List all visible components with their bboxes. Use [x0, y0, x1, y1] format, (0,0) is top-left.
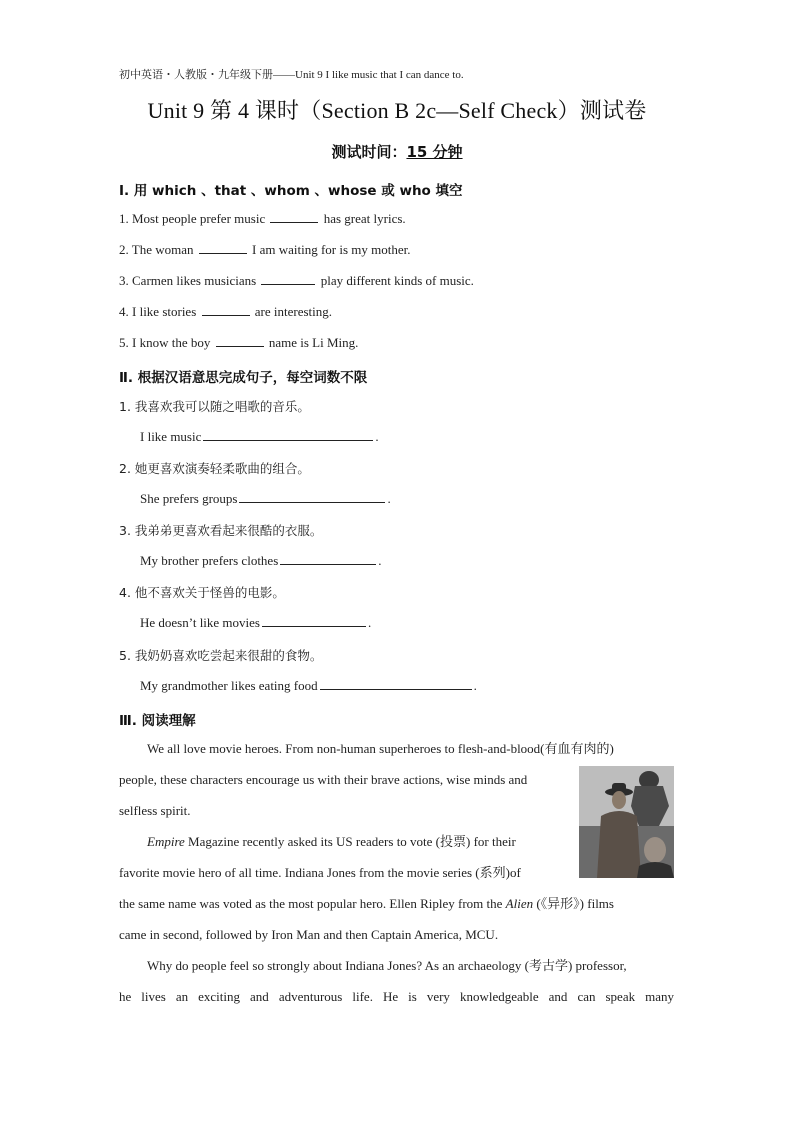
- answer-blank[interactable]: [262, 614, 366, 627]
- paragraph-3: [119, 950, 674, 981]
- passage-text: people, these characters encourage us with their brave actions, wise minds and: [119, 772, 528, 787]
- section-1-item: [119, 303, 332, 320]
- item-text: name is Li Ming.: [268, 335, 359, 350]
- answer-blank[interactable]: [216, 334, 264, 347]
- test-duration: [0, 141, 794, 162]
- item-text: 2. The woman: [119, 242, 194, 257]
- item-text: .: [375, 429, 379, 444]
- item-text: My brother prefers clothes: [140, 553, 279, 568]
- section-1-item: [119, 272, 474, 289]
- section-2-answer-line: [140, 490, 391, 507]
- item-text: are interesting.: [254, 304, 333, 319]
- item-text: 3. Carmen likes musicians: [119, 273, 257, 288]
- film-name: Alien: [505, 896, 534, 911]
- item-text: .: [387, 491, 391, 506]
- answer-blank[interactable]: [320, 677, 472, 690]
- passage-text: selfless spirit.: [119, 803, 191, 818]
- duration-value: 15 分钟: [406, 143, 463, 161]
- item-text: 5. I know the boy: [119, 335, 211, 350]
- item-text: I like music: [140, 429, 202, 444]
- section-2-answer-line: [140, 677, 477, 694]
- passage-text: We all love movie heroes. From non-human superheroes to flesh-and-blood(有血有肉的): [147, 741, 614, 756]
- passage-text: Why do people feel so strongly about Indiana Jones? As an archaeology (考古学) professor,: [147, 958, 627, 973]
- item-text: I am waiting for is my mother.: [252, 242, 411, 257]
- section-1-item: [119, 210, 406, 227]
- passage-text: came in second, followed by Iron Man and then Captain America, MCU.: [119, 927, 499, 942]
- section-1-heading: Ⅰ. 用 which 、that 、whom 、whose 或 who 填空: [119, 183, 463, 199]
- paragraph-3-cont: [119, 981, 674, 1012]
- header-note: 初中英语・人教版・九年级下册——Unit 9 I like music that I can dance to.: [119, 69, 464, 81]
- item-text: She prefers groups: [140, 491, 238, 506]
- passage-text: the same name was voted as the most popular hero. Ellen Ripley from the: [119, 896, 506, 911]
- item-text: has great lyrics.: [323, 211, 406, 226]
- magazine-name: Empire: [147, 834, 185, 849]
- section-2-prompt: 5. 我奶奶喜欢吃尝起来很甜的食物。: [119, 648, 323, 663]
- answer-blank[interactable]: [261, 272, 315, 285]
- section-2-prompt: 3. 我弟弟更喜欢看起来很酷的衣服。: [119, 523, 323, 538]
- passage-text: Magazine recently asked its US readers to vote (投票) for their: [184, 834, 516, 849]
- movie-heroes-photo-icon: [579, 766, 674, 878]
- section-2-prompt: 1. 我喜欢我可以随之唱歌的音乐。: [119, 399, 310, 414]
- section-2-prompt: 2. 她更喜欢演奏轻柔歌曲的组合。: [119, 461, 310, 476]
- answer-blank[interactable]: [202, 303, 250, 316]
- section-2-answer-line: [140, 552, 382, 569]
- duration-label: 测试时间：: [331, 143, 407, 161]
- item-text: play different kinds of music.: [320, 273, 474, 288]
- answer-blank[interactable]: [203, 428, 373, 441]
- section-2-answer-line: [140, 428, 379, 445]
- section-2-heading: Ⅱ. 根据汉语意思完成句子，每空词数不限: [119, 370, 368, 386]
- item-text: 1. Most people prefer music: [119, 211, 266, 226]
- section-1-item: [119, 334, 358, 351]
- item-text: 4. I like stories: [119, 304, 197, 319]
- section-3-heading: Ⅲ. 阅读理解: [119, 713, 196, 729]
- passage-text: he lives an exciting and adventurous life. He is very knowledgeable and can speak many: [119, 989, 674, 1004]
- passage-text: favorite movie hero of all time. Indiana Jones from the movie series (系列)of: [119, 865, 521, 880]
- answer-blank[interactable]: [239, 490, 385, 503]
- item-text: He doesn’t like movies: [140, 615, 260, 630]
- item-text: .: [378, 553, 382, 568]
- movie-heroes-photo: [579, 766, 674, 878]
- item-text: .: [368, 615, 372, 630]
- item-text: .: [473, 678, 477, 693]
- answer-blank[interactable]: [199, 241, 247, 254]
- item-text: My grandmother likes eating food: [140, 678, 318, 693]
- answer-blank[interactable]: [270, 210, 318, 223]
- section-2-answer-line: [140, 614, 371, 631]
- section-2-prompt: 4. 他不喜欢关于怪兽的电影。: [119, 585, 285, 600]
- passage-text: (《异形》) films: [533, 896, 614, 911]
- page-title: Unit 9 第 4 课时（Section B 2c—Self Check）测试卷: [147, 98, 647, 123]
- paragraph-1: [119, 733, 674, 764]
- answer-blank[interactable]: [280, 552, 376, 565]
- section-1-item: [119, 241, 411, 258]
